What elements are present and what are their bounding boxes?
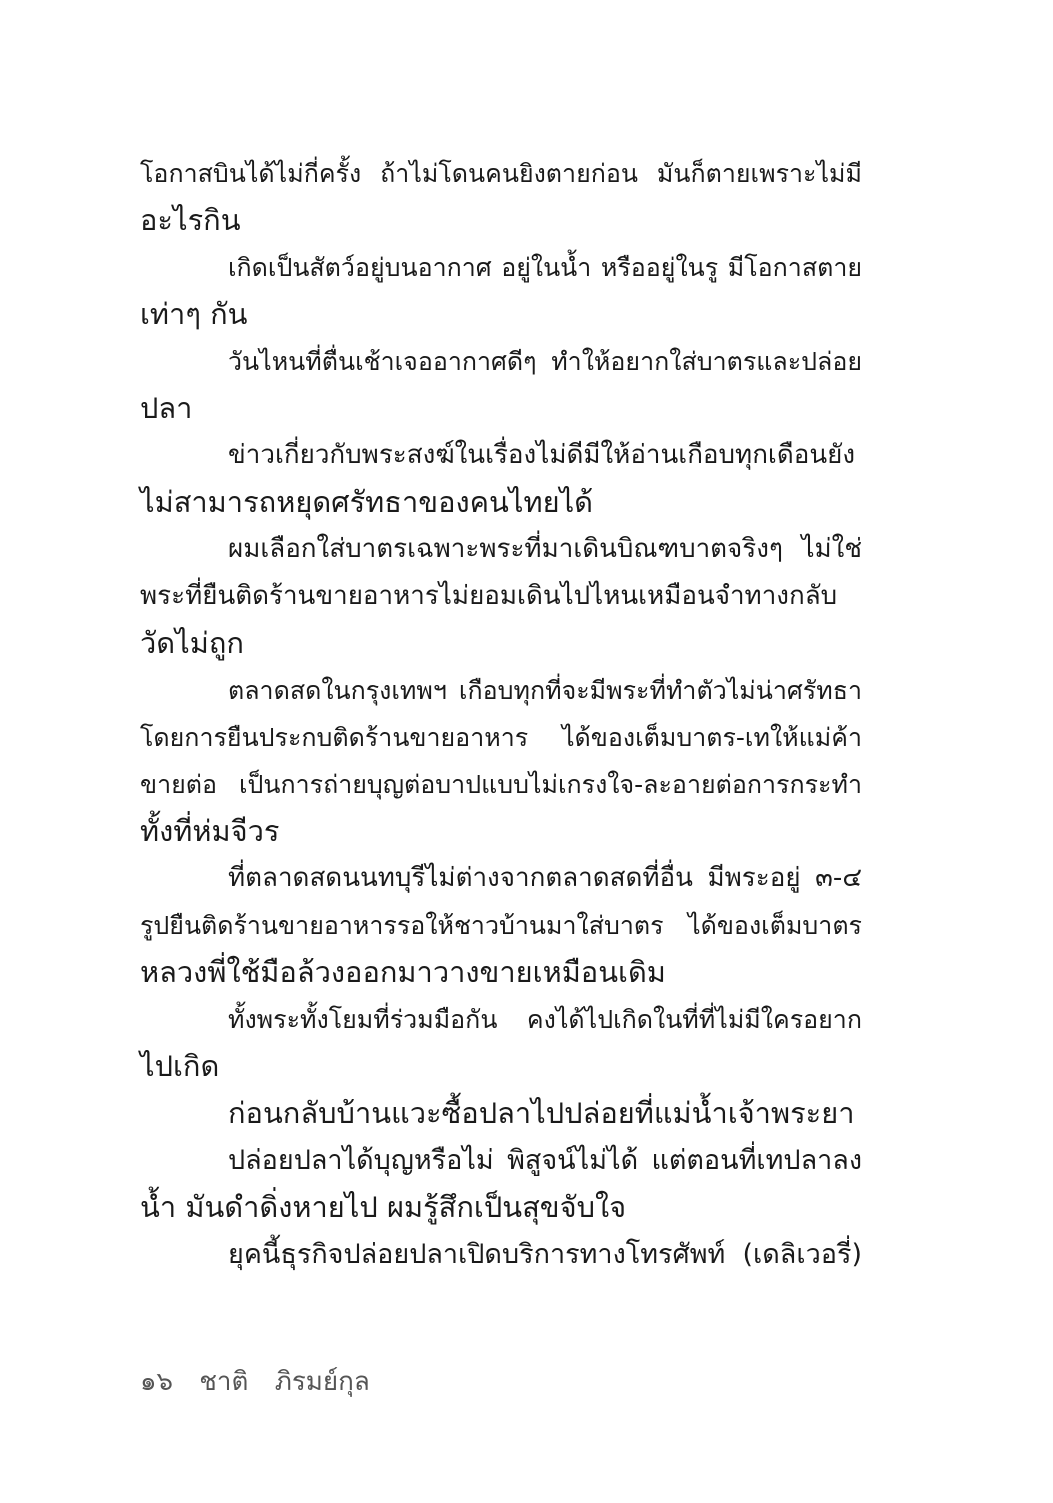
text-line: อะไรกิน	[140, 203, 241, 237]
body-text	[140, 150, 862, 1278]
paragraph-first-line: ปล่อยปลาได้บุญหรือไม่ พิสูจน์ไม่ได้ แต่ตอนที่เทปลาลง	[228, 1145, 862, 1176]
text-line: ปลา	[140, 391, 193, 425]
text-line: โอกาสบินได้ไม่กี่ครั้ง ถ้าไม่โดนคนยิงตายก่อน มันก็ตายเพราะไม่มี	[140, 159, 862, 188]
text-line: ทั้งที่ห่มจีวร	[140, 814, 280, 848]
page-footer	[140, 1364, 388, 1400]
paragraph-first-line: ที่ตลาดสดนนทบุรีไม่ต่างจากตลาดสดที่อื่น มีพระอยู่ ๓-๔	[228, 863, 862, 893]
text-line: ไม่สามารถหยุดศรัทธาของคนไทยได้	[140, 485, 593, 519]
text-line: โดยการยืนประกบติดร้านขายอาหาร ได้ของเต็มบาตร-เทให้แม่ค้า	[140, 723, 862, 752]
text-line: หลวงพี่ใช้มือล้วงออกมาวางขายเหมือนเดิม	[140, 955, 666, 989]
paragraph-first-line: ทั้งพระทั้งโยมที่ร่วมมือกัน คงได้ไปเกิดในที่ที่ไม่มีใครอยาก	[228, 1005, 862, 1034]
paragraph-first-line: ตลาดสดในกรุงเทพฯ เกือบทุกที่จะมีพระที่ทำตัวไม่น่าศรัทธา	[228, 676, 862, 705]
text-line: น้ำ มันดำดิ่งหายไป ผมรู้สึกเป็นสุขจับใจ	[140, 1190, 627, 1224]
text-line: รูปยืนติดร้านขายอาหารรอให้ชาวบ้านมาใส่บาตร ได้ของเต็มบาตร	[140, 911, 862, 940]
paragraph-first-line: เกิดเป็นสัตว์อยู่บนอากาศ อยู่ในน้ำ หรืออยู่ในรู มีโอกาสตาย	[228, 253, 862, 282]
paragraph-first-line: ผมเลือกใส่บาตรเฉพาะพระที่มาเดินบิณฑบาตจริงๆ ไม่ใช่	[228, 534, 862, 564]
author-last-name: ภิรมย์กุล	[274, 1367, 370, 1397]
paragraph-first-line: ก่อนกลับบ้านแวะซื้อปลาไปปล่อยที่แม่น้ำเจ้าพระยา	[228, 1096, 855, 1130]
text-line: ไปเกิด	[140, 1049, 220, 1083]
author-first-name: ชาติ	[199, 1367, 249, 1397]
text-line: พระที่ยืนติดร้านขายอาหารไม่ยอมเดินไปไหนเหมือนจำทางกลับ	[140, 581, 838, 611]
text-line: เท่าๆ กัน	[140, 297, 248, 331]
paragraph-first-line: วันไหนที่ตื่นเช้าเจออากาศดีๆ ทำให้อยากใส่บาตรและปล่อย	[228, 347, 862, 376]
text-line: วัดไม่ถูก	[140, 626, 244, 660]
paragraph-first-line: ยุคนี้ธุรกิจปล่อยปลาเปิดบริการทางโทรศัพท์ (เดลิเวอรี่)	[228, 1239, 862, 1270]
page-number: ๑๖	[140, 1367, 174, 1397]
paragraph-first-line: ข่าวเกี่ยวกับพระสงฆ์ในเรื่องไม่ดีมีให้อ่านเกือบทุกเดือนยัง	[228, 440, 856, 470]
text-line: ขายต่อ เป็นการถ่ายบุญต่อบาปแบบไม่เกรงใจ-ละอายต่อการกระทำ	[140, 770, 862, 799]
